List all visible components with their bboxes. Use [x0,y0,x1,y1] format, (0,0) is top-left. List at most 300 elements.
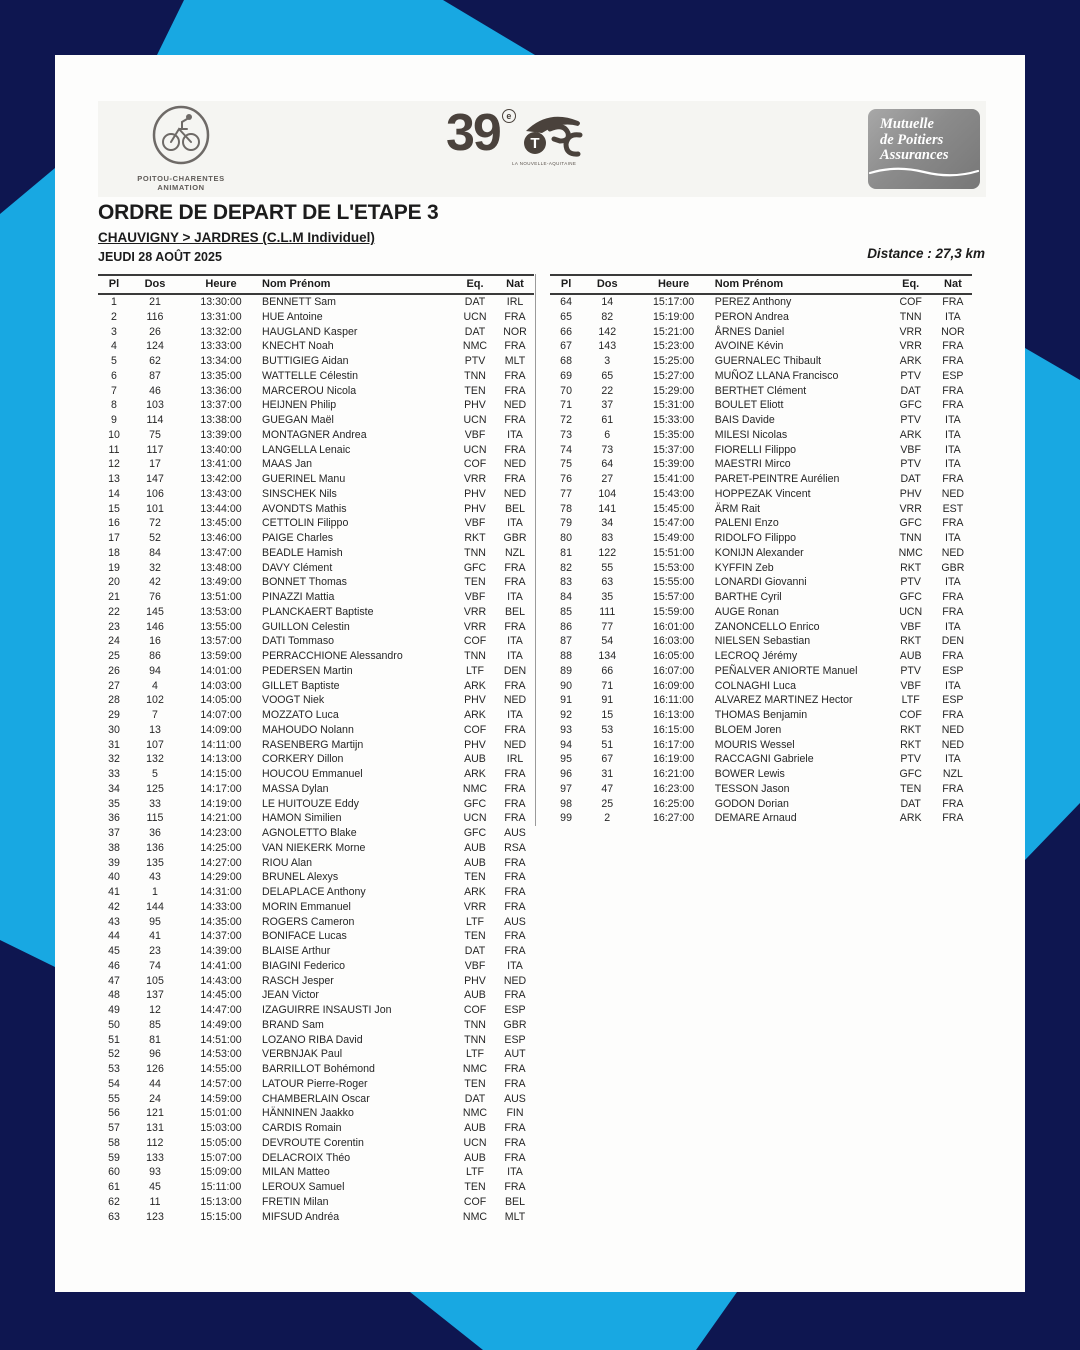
col-nat: FRA [942,812,964,825]
col-eq: AUB [464,856,486,869]
col-dos: 26 [149,325,161,338]
col-eq: AUB [464,1122,486,1134]
col-pl: 9 [111,414,117,426]
col-heure: 14:27:00 [200,856,242,869]
stage-route: CHAUVIGNY > JARDRES (C.L.M Individuel) [98,230,375,245]
rider-row [550,531,972,546]
col-eq: UCN [463,310,487,323]
col-nat: FRA [942,782,964,795]
col-eq: VBF [900,679,921,692]
col-heure: 14:37:00 [200,930,242,943]
col-dos: 143 [598,340,617,353]
col-dos: 142 [598,325,617,338]
col-heure: 14:35:00 [200,915,242,928]
col-nat: FRA [942,340,964,353]
rider-row [98,767,534,782]
col-pl: 23 [108,620,120,633]
col-pl: 71 [560,399,572,412]
col-nat: ITA [507,428,523,441]
col-heure: 14:17:00 [200,782,242,795]
col-pl: 41 [108,886,120,898]
tpc-cyclist-icon [520,111,586,163]
col-pl: 19 [108,561,120,574]
col-nom: COLNAGHI Luca [714,679,796,692]
col-eq: VBF [464,591,486,603]
col-eq: LTF [465,1048,485,1061]
col-eq: ARK [899,428,922,441]
col-dos: 95 [149,915,161,928]
col-eq: AUB [464,841,486,854]
rider-row [550,649,972,664]
rider-row [98,310,534,325]
col-nom: BARRILLOT Bohémond [262,1063,375,1075]
col-eq: COF [899,709,922,721]
col-pl: 78 [560,502,572,515]
col-nat: FRA [942,517,964,530]
col-dos: 14 [601,296,614,308]
col-eq: ARK [464,679,486,692]
col-heure: 15:33:00 [652,414,695,426]
col-eq: COF [463,1004,487,1016]
col-heure: 13:36:00 [200,384,242,397]
col-nat: FRA [942,399,964,412]
col-nom: RIOU Alan [262,856,313,869]
stage-date: JEUDI 28 AOÛT 2025 [98,250,222,264]
col-eq: PHV [899,487,922,500]
col-nom: CHAMBERLAIN Oscar [262,1092,370,1105]
col-nat: FRA [504,723,526,736]
rider-row [98,531,534,546]
header-col-dos: Dos [144,278,166,290]
col-pl: 90 [560,679,572,692]
bg-cyan-right-shape [1025,0,1080,1350]
col-nom: PEDERSEN Martin [262,664,353,677]
col-nom: PERRACCHIONE Alessandro [262,650,403,662]
col-nom: ROGERS Cameron [262,915,355,928]
col-dos: 3 [604,355,611,367]
col-nom: BONNET Thomas [262,576,347,589]
col-pl: 95 [560,753,572,766]
col-heure: 16:23:00 [652,782,695,795]
rider-row [98,900,534,915]
col-nat: NED [503,458,527,471]
rider-row [98,885,534,900]
col-dos: 87 [149,369,161,382]
col-dos: 32 [149,561,161,574]
col-pl: 21 [108,591,120,603]
col-nat: NED [941,487,965,500]
rider-row [550,708,972,723]
col-nom: GUERNALEC Thibault [714,355,822,367]
col-eq: ARK [464,709,486,721]
rider-row [98,339,534,354]
col-heure: 14:05:00 [200,694,242,707]
col-eq: PHV [464,974,486,987]
col-eq: ARK [899,812,922,825]
rider-row [98,1210,534,1225]
col-dos: 34 [601,517,614,530]
col-dos: 52 [149,532,161,544]
rider-row [550,384,972,399]
col-nom: LECROQ Jérémy [714,650,798,662]
col-nom: ÅRNES Daniel [714,325,785,338]
rider-row [98,841,534,856]
col-dos: 22 [601,384,614,397]
col-nom: VERBNJAK Paul [262,1048,343,1061]
col-dos: 25 [601,797,614,810]
col-nom: BRUNEL Alexys [262,871,339,884]
rider-row [98,826,534,841]
header-col-pl: Pl [560,278,572,290]
col-nat: MLT [504,1210,526,1223]
col-heure: 15:59:00 [652,605,695,618]
col-nom: PEÑALVER ANIORTE Manuel [714,664,858,677]
col-nat: AUT [504,1048,526,1061]
col-nom: THOMAS Benjamin [714,709,808,721]
col-nom: GILLET Baptiste [262,679,340,692]
col-nom: AVONDTS Mathis [262,502,347,515]
col-eq: DAT [464,325,486,338]
col-pl: 63 [108,1210,120,1223]
col-heure: 13:32:00 [200,325,242,338]
col-eq: VBF [464,428,486,441]
col-eq: GFC [463,561,487,574]
col-heure: 13:44:00 [200,502,242,515]
bg-cyan-top-shape [0,0,1080,55]
col-eq: AUB [899,650,922,662]
rider-row [98,738,534,753]
col-dos: 51 [601,738,614,751]
col-heure: 14:15:00 [200,768,242,780]
col-pl: 52 [108,1048,120,1061]
col-heure: 16:13:00 [652,709,695,721]
col-pl: 96 [560,768,572,780]
col-nat: BEL [504,605,526,618]
col-nom: GUILLON Celestin [262,620,350,633]
col-pl: 1 [111,296,117,308]
col-nom: MIFSUD Andréa [262,1210,340,1223]
col-nat: NED [503,694,527,707]
col-pl: 13 [108,473,120,485]
col-nom: KYFFIN Zeb [714,561,774,574]
col-dos: 13 [149,723,161,736]
col-nom: GODON Dorian [714,797,789,810]
col-nat: ITA [507,959,523,972]
col-heure: 15:57:00 [652,591,695,603]
col-nom: MONTAGNER Andrea [262,428,367,441]
col-nat: ITA [945,620,961,633]
col-eq: GFC [463,797,487,810]
rider-row [550,398,972,413]
col-nom: MAESTRI Mirco [714,458,791,471]
col-nom: LATOUR Pierre-Roger [262,1077,368,1090]
col-pl: 86 [560,620,572,633]
col-dos: 7 [152,709,158,721]
col-pl: 82 [560,561,572,574]
col-nom: CARDIS Romain [262,1122,342,1134]
col-dos: 75 [149,428,161,441]
pca-logo-text [116,174,246,192]
col-pl: 62 [108,1195,120,1208]
rider-row [98,502,534,517]
rider-row [98,294,534,310]
col-heure: 14:47:00 [200,1004,242,1016]
col-nom: JEAN Victor [262,989,319,1002]
col-dos: 54 [601,635,614,648]
rider-row [550,502,972,517]
col-eq: NMC [898,546,923,559]
rider-row [98,811,534,826]
col-dos: 101 [146,502,164,515]
col-eq: NMC [462,340,488,353]
rider-row [98,1003,534,1018]
col-dos: 106 [146,487,164,500]
rider-row [550,797,972,812]
col-nom: MAHOUDO Nolann [262,723,354,736]
rider-row [550,752,972,767]
col-heure: 13:45:00 [200,517,242,530]
col-dos: 74 [149,959,161,972]
mutuelle-poitiers-logo [868,109,980,189]
col-heure: 14:51:00 [200,1033,242,1046]
col-nat: RSA [504,841,526,854]
col-heure: 15:01:00 [200,1107,242,1120]
col-eq: VRR [463,900,487,913]
col-eq: RKT [900,561,922,574]
col-nom: CORKERY Dillon [262,753,344,766]
col-eq: LTF [901,694,920,707]
col-pl: 28 [108,694,120,707]
rider-row [550,428,972,443]
col-pl: 69 [560,369,572,382]
col-nat: FRA [942,709,964,721]
col-dos: 135 [146,856,164,869]
col-dos: 83 [601,532,614,544]
col-dos: 102 [146,694,164,707]
col-nom: BIAGINI Federico [262,959,346,972]
header-col-dos: Dos [596,278,618,290]
col-heure: 16:01:00 [652,620,695,633]
col-eq: TNN [464,546,486,559]
col-nat: FRA [504,369,526,382]
col-nat: ESP [504,1004,526,1016]
col-dos: 103 [146,399,164,412]
col-nom: MILESI Nicolas [714,428,788,441]
col-nat: FRA [504,561,526,574]
col-pl: 58 [108,1136,120,1149]
header-col-heure: Heure [205,278,237,290]
col-nom: BENNETT Sam [262,296,336,308]
col-dos: 21 [149,296,161,308]
col-heure: 16:03:00 [652,635,695,648]
col-nom: MOZZATO Luca [262,709,339,721]
col-nom: ZANONCELLO Enrico [714,620,820,633]
col-pl: 42 [108,900,120,913]
rider-row [98,693,534,708]
col-nat: FRA [942,797,964,810]
col-dos: 132 [146,753,164,766]
col-nat: FRA [504,576,526,589]
col-pl: 98 [560,797,572,810]
col-pl: 83 [560,576,572,589]
col-dos: 146 [146,620,164,633]
col-dos: 94 [149,664,161,677]
col-pl: 29 [108,709,120,721]
col-pl: 80 [560,532,572,544]
col-nat: BEL [504,502,526,515]
col-pl: 84 [560,591,572,603]
col-eq: TEN [900,782,922,795]
col-dos: 16 [149,635,161,648]
col-heure: 14:33:00 [200,900,242,913]
col-nat: GBR [503,1018,527,1031]
col-heure: 15:51:00 [652,546,695,559]
col-eq: UCN [463,414,487,426]
col-nat: FRA [504,679,526,692]
col-heure: 13:37:00 [200,399,242,412]
col-nom: HEIJNEN Philip [262,399,337,412]
col-heure: 14:13:00 [200,753,242,766]
col-pl: 20 [108,576,120,589]
col-nat: FRA [504,856,526,869]
rider-row [550,634,972,649]
stage-distance: Distance : 27,3 km [867,246,985,261]
col-dos: 123 [146,1210,164,1223]
col-dos: 24 [149,1092,161,1105]
cyclist-circle-icon [149,105,213,167]
col-heure: 14:43:00 [200,974,242,987]
col-heure: 13:33:00 [200,340,242,353]
col-eq: LTF [465,915,485,928]
tpc-39-logo [446,104,646,166]
rider-row [98,575,534,590]
col-eq: TEN [464,930,486,943]
col-pl: 14 [108,487,120,500]
col-heure: 16:11:00 [653,694,694,707]
col-nom: GUERINEL Manu [262,473,346,485]
col-heure: 14:57:00 [200,1077,242,1090]
col-heure: 13:53:00 [200,605,242,618]
rider-row [550,620,972,635]
col-heure: 16:15:00 [652,723,695,736]
col-eq: LTF [465,1166,485,1179]
col-dos: 104 [598,487,617,500]
rider-row [98,1047,534,1062]
col-nat: ITA [507,709,523,721]
rider-row [550,310,972,325]
col-nat: FRA [942,296,964,308]
col-dos: 63 [601,576,614,589]
col-eq: TEN [464,871,486,884]
col-dos: 147 [146,473,164,485]
col-heure: 16:17:00 [652,738,695,751]
col-nom: HOPPEZAK Vincent [714,487,811,500]
col-nat: ITA [945,679,961,692]
col-pl: 64 [560,296,572,308]
rider-row [98,929,534,944]
col-nom: BLAISE Arthur [262,945,331,957]
col-nom: MILAN Matteo [262,1166,330,1179]
col-heure: 15:45:00 [652,502,695,515]
col-dos: 71 [601,679,614,692]
rider-row [98,369,534,384]
rider-row [98,487,534,502]
col-nom: FIORELLI Filippo [714,443,796,456]
col-eq: VRR [899,325,922,338]
col-nat: FRA [504,1077,526,1090]
rider-row [550,811,972,826]
col-nat: ITA [945,576,961,589]
col-dos: 46 [149,384,161,397]
col-nat: IRL [506,753,524,766]
col-dos: 111 [599,605,616,618]
col-nat: FRA [504,1181,526,1193]
col-heure: 14:29:00 [200,871,242,884]
col-dos: 12 [149,1004,161,1016]
col-eq: RKT [900,635,922,648]
col-eq: PHV [464,694,486,707]
col-nom: MAAS Jan [262,458,313,471]
col-nom: DELAPLACE Anthony [262,886,366,898]
col-pl: 68 [560,355,572,367]
document-page [55,55,1025,1292]
col-heure: 14:11:00 [200,738,242,751]
header-col-nom: Nom Prénom [262,278,331,290]
col-dos: 66 [601,664,614,677]
col-nom: VAN NIEKERK Morne [262,841,366,854]
rider-row [98,959,534,974]
col-eq: UCN [463,1136,487,1149]
col-dos: 67 [601,753,614,766]
col-dos: 17 [149,458,161,471]
col-nat: AUS [504,915,526,928]
rider-row [550,767,972,782]
col-pl: 75 [560,458,572,471]
header-col-nom: Nom Prénom [714,278,784,290]
col-pl: 18 [108,546,120,559]
col-dos: 5 [152,768,158,780]
col-dos: 133 [146,1151,164,1164]
table-divider-wrap [535,274,972,826]
col-eq: TNN [464,369,486,382]
col-heure: 14:39:00 [200,945,242,957]
col-dos: 126 [146,1063,164,1075]
rider-row [550,679,972,694]
col-nom: WATTELLE Célestin [262,369,358,382]
col-dos: 76 [149,591,161,603]
col-eq: AUB [464,1151,486,1164]
col-pl: 6 [111,369,117,382]
rider-row [98,664,534,679]
col-pl: 17 [108,532,120,544]
col-eq: TEN [464,1181,486,1193]
col-nom: RASCH Jesper [262,974,334,987]
col-eq: DAT [464,945,486,957]
col-nat: FRA [504,1063,526,1075]
col-heure: 15:41:00 [652,473,695,485]
col-nom: MOURIS Wessel [714,738,795,751]
col-dos: 137 [146,989,164,1002]
col-eq: RKT [900,723,922,736]
rider-row [98,870,534,885]
col-pl: 53 [108,1063,120,1075]
bg-cyan-bottom-shape [0,1292,1080,1350]
col-nom: DEMARE Arnaud [714,812,797,825]
col-dos: 37 [601,399,614,412]
col-pl: 67 [560,340,572,353]
col-eq: DAT [900,473,921,485]
col-pl: 81 [560,546,572,559]
